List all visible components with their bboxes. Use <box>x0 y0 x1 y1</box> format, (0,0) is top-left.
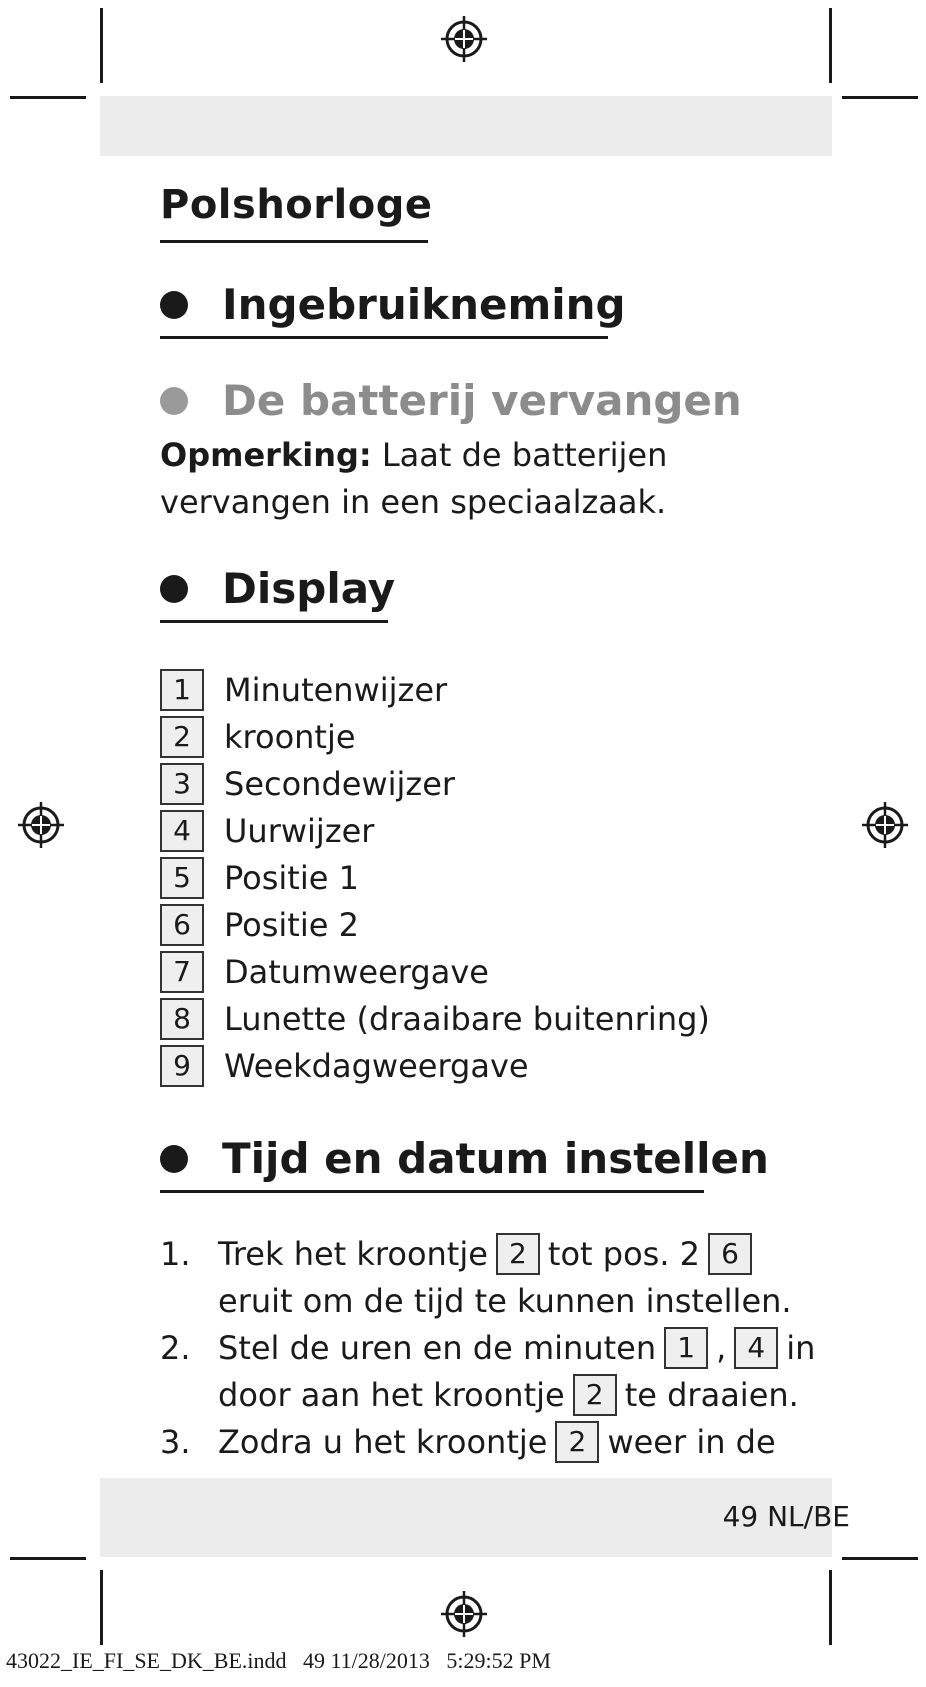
crop-mark-bottom-left-v <box>100 1570 103 1645</box>
step-number: 1. <box>160 1234 191 1273</box>
step-text: te draaien. <box>624 1375 799 1414</box>
reference-box: 2 <box>496 1233 540 1275</box>
legend-label: Secondewijzer <box>224 764 456 803</box>
section-title: Ingebruikneming <box>222 280 626 329</box>
bullet-icon <box>160 387 188 415</box>
legend-label: Positie 2 <box>224 905 359 944</box>
legend-number-box: 7 <box>160 951 204 993</box>
legend-item <box>160 901 710 948</box>
legend-item <box>160 948 710 995</box>
note-text-line2: vervangen in een speciaalzaak. <box>160 483 667 521</box>
page-title: Polshorloge <box>160 182 433 228</box>
section-underline <box>160 336 608 339</box>
crop-mark-bottom-right-v <box>829 1570 832 1645</box>
registration-mark-icon <box>860 800 910 850</box>
crop-mark-top-right-h <box>842 96 918 99</box>
legend-label: Minutenwijzer <box>224 670 448 709</box>
legend-label: Datumweergave <box>224 952 489 991</box>
bullet-icon <box>160 291 188 319</box>
step-1-line-2: eruit om de tijd te kunnen instellen. <box>218 1281 792 1320</box>
separator: , <box>716 1328 727 1367</box>
instruction-steps <box>160 1230 815 1465</box>
legend-number-box: 8 <box>160 998 204 1040</box>
legend-label: Weekdagweergave <box>224 1046 529 1085</box>
header-band <box>100 96 832 156</box>
legend-number-box: 4 <box>160 810 204 852</box>
reference-box: 1 <box>664 1327 708 1369</box>
step-text: Stel de uren en de minuten <box>218 1328 657 1367</box>
section-heading-display <box>160 564 395 613</box>
step-1-line-1 <box>160 1230 815 1277</box>
step-text: Trek het kroontje <box>218 1234 488 1273</box>
section-heading-tijd <box>160 1134 769 1183</box>
print-slug: 43022_IE_FI_SE_DK_BE.indd 49 11/28/2013 5:29:52 PM <box>6 1648 551 1673</box>
reference-box: 2 <box>573 1374 617 1416</box>
bullet-icon <box>160 1145 188 1173</box>
legend-label: Lunette (draaibare buitenring) <box>224 999 710 1038</box>
title-underline <box>160 240 428 243</box>
reference-box: 4 <box>734 1327 778 1369</box>
step-text: door aan het kroontje <box>218 1375 565 1414</box>
note-text-line1: Laat de batterijen <box>371 436 668 474</box>
legend-item <box>160 1042 710 1089</box>
step-number: 3. <box>160 1422 191 1461</box>
section-title: Display <box>222 564 396 613</box>
section-title: Tijd en datum instellen <box>222 1134 769 1183</box>
legend-number-box: 1 <box>160 669 204 711</box>
legend-number-box: 9 <box>160 1045 204 1087</box>
registration-mark-icon <box>439 1589 489 1639</box>
legend-item <box>160 760 710 807</box>
legend-item <box>160 807 710 854</box>
legend-item <box>160 666 710 713</box>
legend-number-box: 2 <box>160 716 204 758</box>
section-underline <box>160 1190 704 1193</box>
legend-item <box>160 995 710 1042</box>
crop-mark-bottom-right-h <box>842 1557 918 1560</box>
bullet-icon <box>160 575 188 603</box>
legend-number-box: 5 <box>160 857 204 899</box>
subsection-heading-batterij <box>160 376 742 425</box>
legend-number-box: 6 <box>160 904 204 946</box>
legend-label: Positie 1 <box>224 858 359 897</box>
note-label: Opmerking: <box>160 436 372 474</box>
step-text: tot pos. 2 <box>547 1234 701 1273</box>
step-number: 2. <box>160 1328 191 1367</box>
legend-label: Uurwijzer <box>224 811 375 850</box>
section-heading-ingebruikneming <box>160 280 626 329</box>
step-2-line-2 <box>160 1371 815 1418</box>
crop-mark-bottom-left-h <box>10 1557 86 1560</box>
legend-number-box: 3 <box>160 763 204 805</box>
legend-item <box>160 713 710 760</box>
display-legend <box>160 666 710 1089</box>
step-text: in <box>786 1328 816 1367</box>
section-underline <box>160 620 388 623</box>
crop-mark-top-right-v <box>829 8 832 83</box>
registration-mark-icon <box>16 800 66 850</box>
registration-mark-icon <box>439 14 489 64</box>
legend-item <box>160 854 710 901</box>
reference-box: 2 <box>555 1421 599 1463</box>
battery-note <box>160 432 667 526</box>
step-text: weer in de <box>607 1422 776 1461</box>
reference-box: 6 <box>708 1233 752 1275</box>
crop-mark-top-left-v <box>100 8 103 83</box>
step-3-line-1 <box>160 1418 815 1465</box>
step-2-line-1 <box>160 1324 815 1371</box>
crop-mark-top-left-h <box>10 96 86 99</box>
page-number: 49 NL/BE <box>722 1500 850 1533</box>
legend-label: kroontje <box>224 717 356 756</box>
subsection-title: De batterij vervangen <box>222 376 742 425</box>
step-text: Zodra u het kroontje <box>218 1422 548 1461</box>
